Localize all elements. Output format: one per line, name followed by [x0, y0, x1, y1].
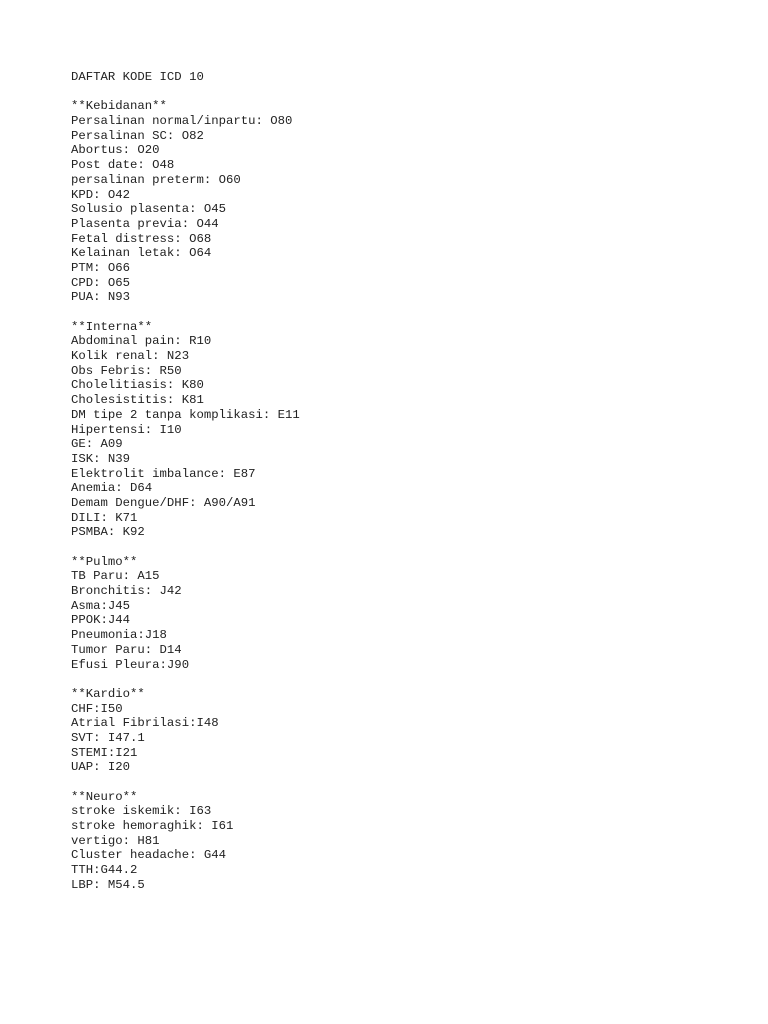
code-entry: PTM: O66 — [71, 260, 131, 275]
code-entry: Cluster headache: G44 — [71, 848, 226, 863]
section — [71, 687, 751, 775]
code-entry: LBP: M54.5 — [71, 877, 145, 892]
code-entry: SVT: I47.1 — [71, 730, 145, 745]
code-entry: Kelainan letak: O64 — [71, 246, 212, 261]
code-entry: DM tipe 2 tanpa komplikasi: E11 — [71, 407, 300, 422]
code-entry: UAP: I20 — [71, 760, 131, 775]
code-entry: Cholelitiasis: K80 — [71, 378, 204, 393]
code-entry: Hipertensi: I10 — [71, 422, 182, 437]
blank-line — [71, 540, 751, 555]
code-entry: DILI: K71 — [71, 510, 138, 525]
code-entry: PPOK:J44 — [71, 613, 131, 628]
section-heading: **Interna** — [71, 319, 153, 334]
code-entry: PSMBA: K92 — [71, 525, 145, 540]
code-entry: Anemia: D64 — [71, 481, 153, 496]
code-entry: Fetal distress: O68 — [71, 231, 212, 246]
code-entry: Abdominal pain: R10 — [71, 334, 212, 349]
code-entry: PUA: N93 — [71, 290, 131, 305]
section-heading: **Pulmo** — [71, 554, 138, 569]
code-entry: Obs Febris: R50 — [71, 363, 182, 378]
code-entry: STEMI:I21 — [71, 745, 138, 760]
code-entry: Efusi Pleura:J90 — [71, 657, 190, 672]
code-entry: Atrial Fibrilasi:I48 — [71, 716, 219, 731]
code-entry: Bronchitis: J42 — [71, 584, 182, 599]
code-entry: stroke iskemik: I63 — [71, 804, 212, 819]
code-entry: Persalinan normal/inpartu: O80 — [71, 114, 293, 129]
code-entry: Pneumonia:J18 — [71, 628, 167, 643]
section-heading: **Kardio** — [71, 686, 145, 701]
code-entry: vertigo: H81 — [71, 833, 160, 848]
code-entry: Kolik renal: N23 — [71, 349, 190, 364]
code-entry: Abortus: O20 — [71, 143, 160, 158]
section-heading: **Kebidanan** — [71, 99, 167, 114]
code-entry: GE: A09 — [71, 437, 123, 452]
section-heading: **Neuro** — [71, 789, 138, 804]
section — [71, 320, 751, 540]
code-entry: Asma:J45 — [71, 598, 131, 613]
code-entry: Post date: O48 — [71, 158, 175, 173]
document-title: DAFTAR KODE ICD 10 — [71, 70, 204, 84]
document-sections — [71, 85, 751, 893]
blank-line — [71, 305, 751, 320]
section — [71, 790, 751, 893]
section — [71, 99, 751, 305]
code-entry: ISK: N39 — [71, 451, 131, 466]
blank-line — [71, 775, 751, 790]
code-entry: Demam Dengue/DHF: A90/A91 — [71, 495, 256, 510]
code-entry: Persalinan SC: O82 — [71, 128, 204, 143]
code-entry: stroke hemoraghik: I61 — [71, 819, 234, 834]
code-entry: TTH:G44.2 — [71, 863, 138, 878]
code-entry: CHF:I50 — [71, 701, 123, 716]
code-entry: TB Paru: A15 — [71, 569, 160, 584]
code-entry: Plasenta previa: O44 — [71, 216, 219, 231]
document-page — [71, 70, 751, 893]
code-entry: CPD: O65 — [71, 275, 131, 290]
section — [71, 555, 751, 673]
code-entry: Cholesistitis: K81 — [71, 393, 204, 408]
blank-line — [71, 672, 751, 687]
code-entry: persalinan preterm: O60 — [71, 172, 241, 187]
code-entry: Elektrolit imbalance: E87 — [71, 466, 256, 481]
code-entry: Solusio plasenta: O45 — [71, 202, 226, 217]
blank-line — [71, 85, 751, 100]
code-entry: KPD: O42 — [71, 187, 131, 202]
code-entry: Tumor Paru: D14 — [71, 642, 182, 657]
